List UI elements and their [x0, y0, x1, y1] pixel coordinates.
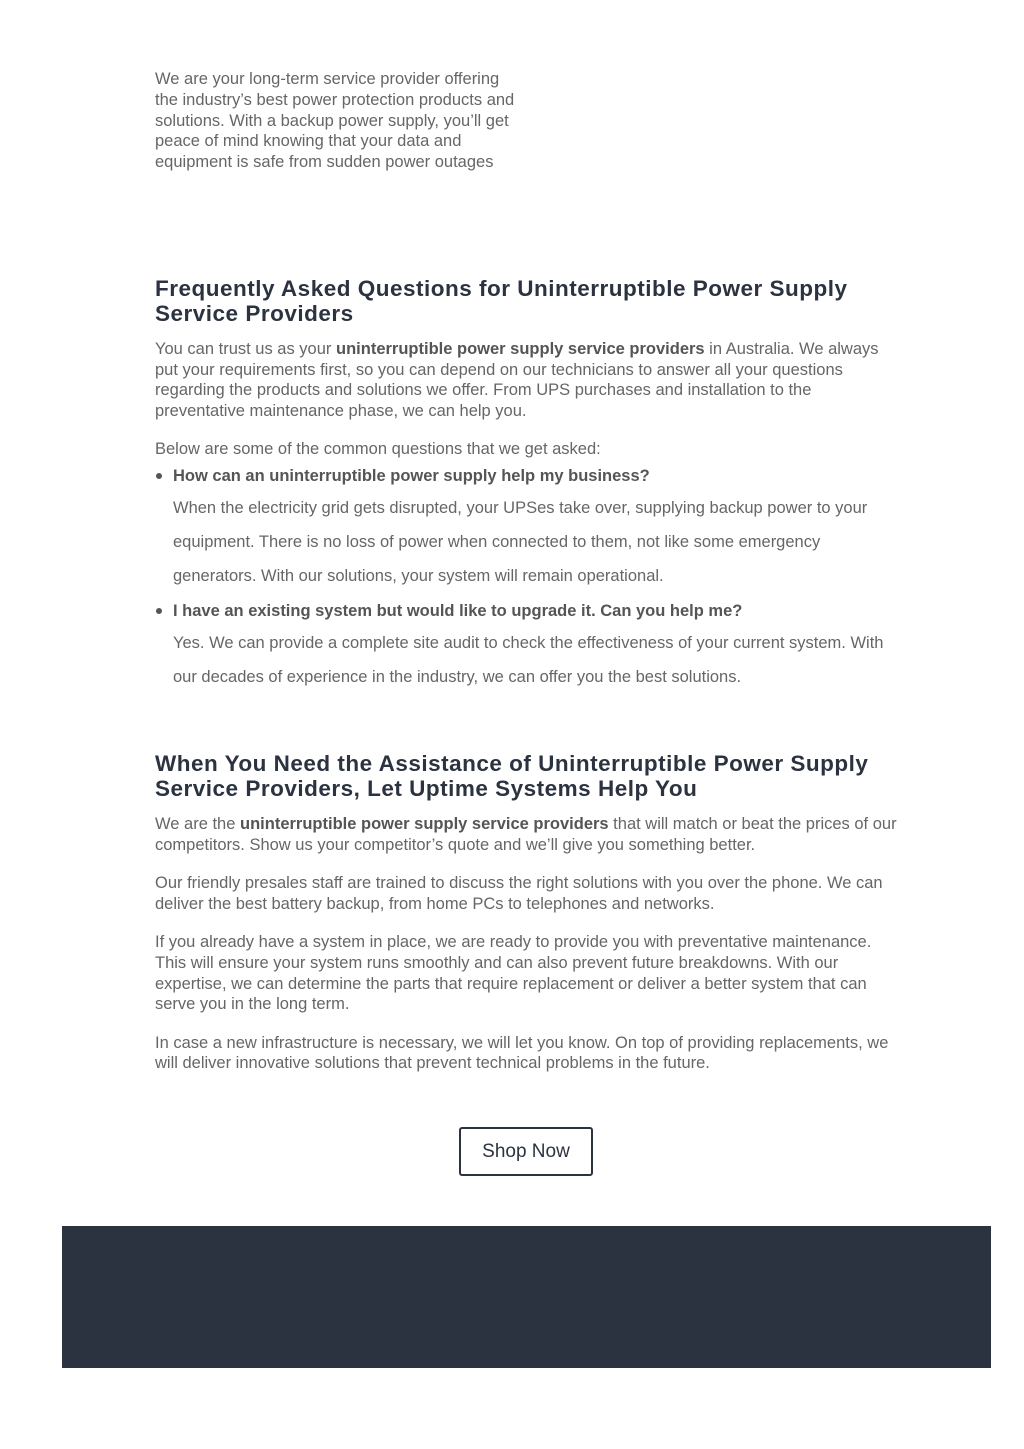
assist-section	[155, 751, 900, 1092]
faq-item	[155, 601, 900, 695]
faq-answer: Yes. We can provide a complete site audit to check the effectiveness of your current system. With our decades of experience in the industry, we can offer you the best solutions.	[173, 634, 884, 687]
assist-paragraph-3: If you already have a system in place, we are ready to provide you with preventative maintenance. This will ensure your system runs smoothly and can also prevent future breakdowns. With our expertise, we can determine the parts that require replacement or deliver a better system that can serve you in the long term.	[155, 933, 872, 1014]
assist-text-after: that will match or beat the prices of our competitors. Show us your competitor’s quote and we’ll give you something better.	[155, 815, 897, 854]
assist-paragraph-2: Our friendly presales staff are trained to discuss the right solutions with you over the phone. We can deliver the best battery backup, from home PCs to telephones and networks.	[155, 874, 883, 913]
bullet-icon	[156, 473, 162, 479]
intro-paragraph: We are your long-term service provider offering the industry’s best power protection products and solutions. With a backup power supply, you’ll get peace of mind knowing that your data and equipment is safe from sudden power outages	[155, 70, 515, 172]
faq-heading: Frequently Asked Questions for Uninterruptible Power Supply Service Providers	[155, 276, 848, 326]
faq-intro-keyword: uninterruptible power supply service providers	[336, 340, 705, 358]
faq-question: How can an uninterruptible power supply help my business?	[173, 466, 650, 485]
assist-heading: When You Need the Assistance of Uninterruptible Power Supply Service Providers, Let Uptime Systems Help You	[155, 751, 869, 801]
footer-band	[62, 1226, 991, 1368]
bullet-icon	[156, 608, 162, 614]
faq-intro-text-before: You can trust us as your	[155, 340, 336, 358]
faq-intro-text-after: in Australia. We always put your requirements first, so you can depend on our technicians to answer all your questions regarding the products and solutions we offer. From UPS purchases and installation to the preventative maintenance phase, we can help you.	[155, 340, 879, 420]
faq-item	[155, 466, 900, 593]
faq-intro-paragraph	[155, 339, 900, 421]
assist-paragraph-4: In case a new infrastructure is necessary, we will let you know. On top of providing replacements, we will deliver innovative solutions that prevent technical problems in the future.	[155, 1033, 889, 1073]
faq-list	[155, 466, 900, 695]
assist-paragraph-1	[155, 814, 900, 855]
faq-answer: When the electricity grid gets disrupted, your UPSes take over, supplying backup power to your equipment. There is no loss of power when connected to them, not like some emergency generators. With our solutions, your system will remain operational.	[173, 498, 868, 585]
assist-text-before: We are the	[155, 815, 240, 833]
faq-lead-in: Below are some of the common questions that we get asked:	[155, 440, 601, 459]
shop-now-button[interactable]: Shop Now	[459, 1127, 593, 1176]
assist-keyword: uninterruptible power supply service providers	[240, 815, 609, 833]
faq-section	[155, 276, 900, 703]
faq-question: I have an existing system but would like to upgrade it. Can you help me?	[173, 602, 743, 621]
